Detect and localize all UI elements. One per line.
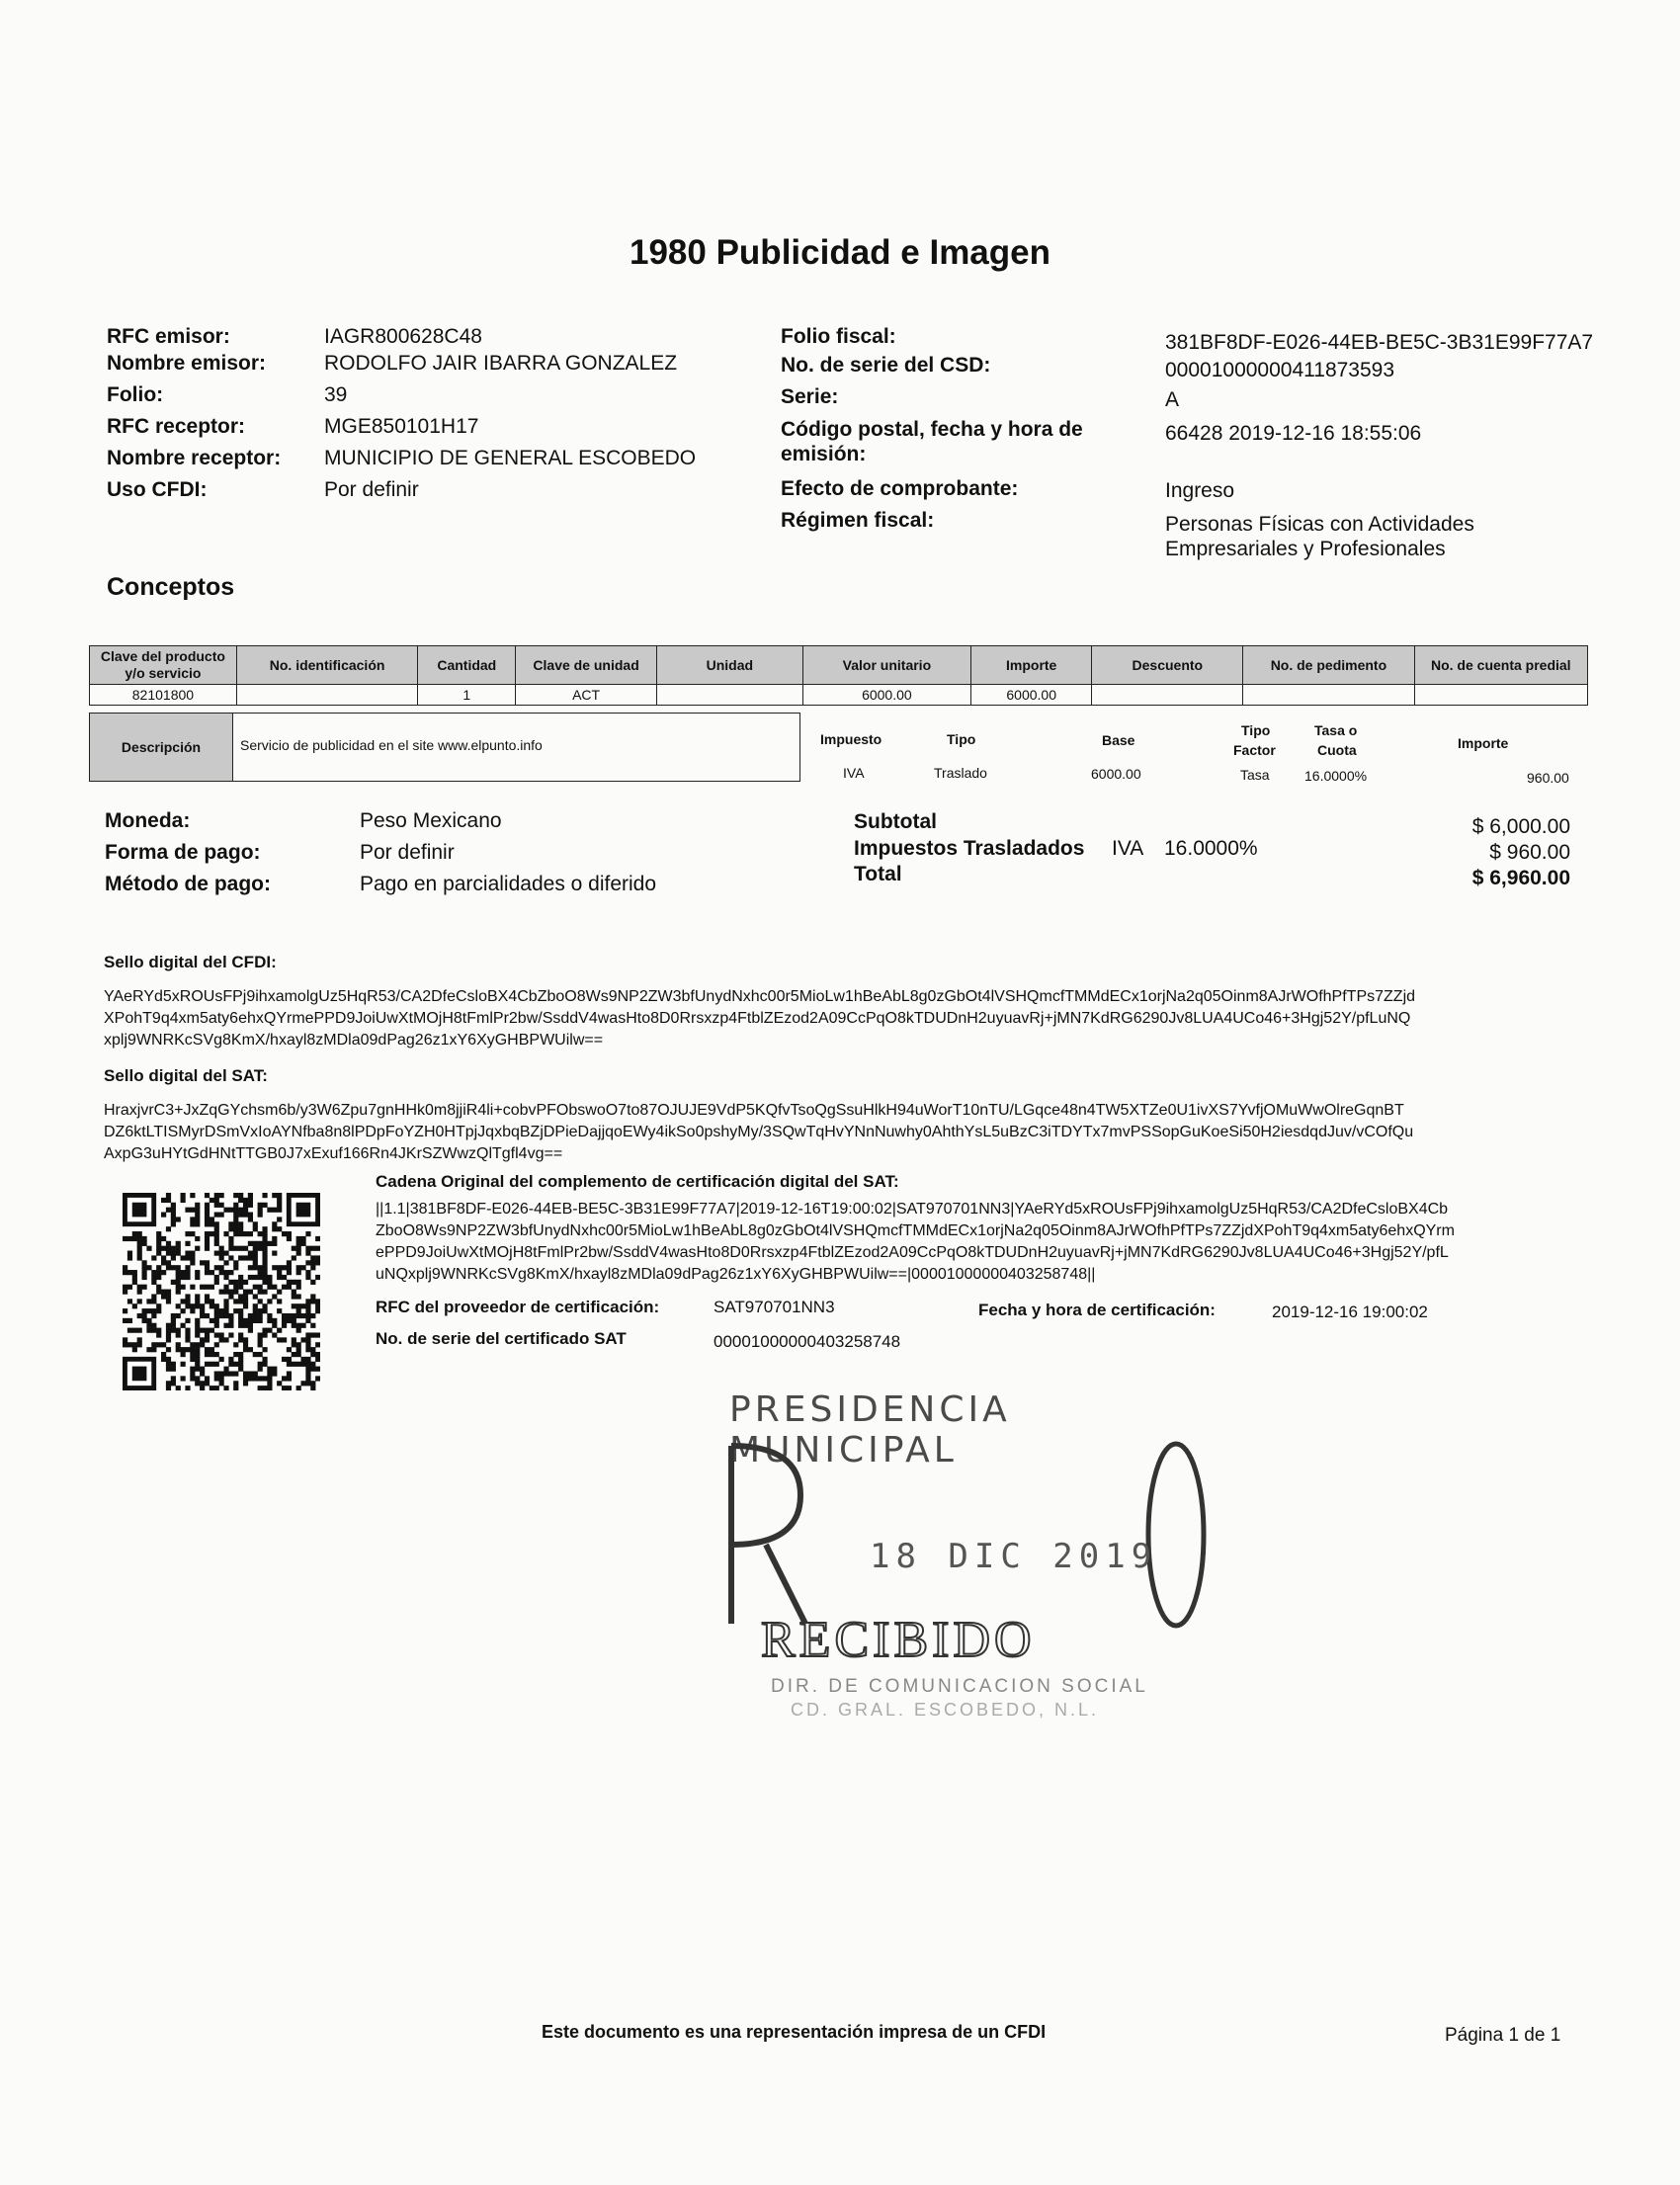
stamp-frame: [712, 1436, 1225, 1634]
cadena-line: ZboO8Ws9NP2ZW3bfUnydNxhc00r5MioLw1hBeAbL8g0zGbOt4lVSHQmcfTMMdECx1orjNa2q05Oinm8AJrWOfhPfTPs7ZZjdXPohT9q4xm5aty6ehxQYrm: [376, 1222, 1455, 1239]
traslados-value: $ 960.00: [1489, 841, 1570, 864]
table-header-row: [90, 646, 1588, 685]
col-cantidad: Cantidad: [418, 646, 516, 685]
sello-cfdi-line: XPohT9q4xm5aty6ehxQYrmePPD9JoiUwXtMOjH8tFmlPr2bw/SsddV4wasHto8D0Rrsxzp4FtblZEzod2A09CcPqO8kTDUDnH2uyuavRj+jMN7KdRG6290Jv8LUA4UCo46+3Hgj52Y/pfLuNQ: [104, 1010, 1411, 1027]
imp-base: 6000.00: [1091, 766, 1141, 782]
cell-no-cuenta-predial: [1414, 685, 1587, 706]
col-valor-unitario: Valor unitario: [802, 646, 970, 685]
cadena-text: [376, 1199, 1601, 1286]
folio-value: 39: [324, 383, 348, 406]
stamp-top-text: PRESIDENCIA MUNICIPAL: [729, 1389, 1011, 1471]
total-label: Total: [854, 863, 902, 885]
col-no-identificacion: No. identificación: [236, 646, 418, 685]
forma-pago-value: Por definir: [360, 841, 455, 864]
serie-value: A: [1165, 388, 1180, 411]
col-clave-unidad: Clave de unidad: [516, 646, 657, 685]
subtotal-label: Subtotal: [854, 810, 937, 833]
imp-h-tasa-2: Cuota: [1317, 742, 1357, 758]
cadena-line: uNQxplj9WNRKcSVg8KmX/hxayl8zMDla09dPag26z1xY6XyGHBPWUilw==|00001000000403258748||: [376, 1266, 1096, 1283]
folio-fiscal-value: 381BF8DF-E026-44EB-BE5C-3B31E99F77A7: [1165, 331, 1594, 354]
fecha-certificacion-label: Fecha y hora de certificación:: [978, 1301, 1216, 1319]
rfc-receptor-value: MGE850101H17: [324, 415, 479, 438]
cell-no-pedimento: [1243, 685, 1414, 706]
sello-cfdi-label: Sello digital del CFDI:: [104, 953, 277, 971]
qr-code-icon: [123, 1193, 320, 1390]
col-importe: Importe: [971, 646, 1092, 685]
col-clave-producto: Clave del producto y/o servicio: [90, 646, 237, 685]
nombre-emisor-value: RODOLFO JAIR IBARRA GONZALEZ: [324, 352, 678, 375]
sello-cfdi-line: xplj9WNRKcSVg8KmX/hxayl8zMDla09dPag26z1xY6XyGHBPWUilw==: [104, 1032, 604, 1049]
cell-unidad: [656, 685, 802, 706]
sello-cfdi-text: [104, 986, 1596, 1051]
cell-cantidad: 1: [418, 685, 516, 706]
traslados-tasa: 16.0000%: [1164, 837, 1258, 860]
descripcion-box: [89, 713, 800, 782]
cell-importe: 6000.00: [971, 685, 1092, 706]
col-unidad: Unidad: [656, 646, 802, 685]
serie-label: Serie:: [781, 385, 839, 408]
traslados-label: Impuestos Trasladados: [854, 837, 1085, 860]
stamp-word: RECIBIDO: [761, 1612, 1036, 1668]
imp-h-tipo-factor-1: Tipo: [1241, 722, 1271, 738]
uso-cfdi-label: Uso CFDI:: [107, 478, 208, 501]
conceptos-table: [89, 645, 1588, 706]
regimen-value-1: Personas Físicas con Actividades: [1165, 513, 1474, 536]
imp-h-tipo: Tipo: [947, 731, 976, 747]
col-no-pedimento: No. de pedimento: [1243, 646, 1414, 685]
table-row: [90, 685, 1588, 706]
sello-sat-line: AxpG3uHYtGdHNtTTGB0J7xExuf166Rn4JKrSZWwzQlTgfl4vg==: [104, 1145, 563, 1162]
serie-csd-label: No. de serie del CSD:: [781, 354, 991, 377]
traslados-iva: IVA: [1112, 837, 1144, 860]
cell-no-identificacion: [236, 685, 418, 706]
imp-h-tipo-factor-2: Factor: [1233, 742, 1276, 758]
rfc-emisor-label: RFC emisor:: [107, 325, 230, 348]
uso-cfdi-value: Por definir: [324, 478, 419, 501]
imp-impuesto: IVA: [843, 765, 865, 781]
qr-code: [123, 1193, 320, 1390]
serie-certificado-value: 00001000000403258748: [714, 1332, 901, 1351]
cadena-label: Cadena Original del complemento de certificación digital del SAT:: [376, 1172, 899, 1191]
moneda-value: Peso Mexicano: [360, 809, 502, 832]
descripcion-label: Descripción: [90, 714, 233, 781]
cell-valor-unitario: 6000.00: [802, 685, 970, 706]
folio-label: Folio:: [107, 383, 164, 406]
fecha-certificacion-value: 2019-12-16 19:00:02: [1272, 1303, 1428, 1321]
imp-h-importe: Importe: [1458, 735, 1509, 751]
imp-h-base: Base: [1102, 732, 1135, 748]
regimen-label: Régimen fiscal:: [781, 509, 935, 532]
rfc-emisor-value: IAGR800628C48: [324, 325, 482, 348]
conceptos-title: Conceptos: [107, 573, 235, 601]
descripcion-value: Servicio de publicidad en el site www.elpunto.info: [240, 737, 543, 753]
cadena-line: ||1.1|381BF8DF-E026-44EB-BE5C-3B31E99F77A7|2019-12-16T19:00:02|SAT970701NN3|YAeRYd5xROUsFPj9ihxamolgUz5HqR53/CA2DfeCsloBX4Cb: [376, 1201, 1449, 1218]
col-descuento: Descuento: [1092, 646, 1243, 685]
metodo-pago-label: Método de pago:: [105, 873, 271, 895]
stamp-date: 18 DIC 2019: [870, 1537, 1158, 1576]
document-title: 1980 Publicidad e Imagen: [630, 233, 1050, 272]
cp-fecha-value: 66428 2019-12-16 18:55:06: [1165, 422, 1422, 445]
sello-cfdi-line: YAeRYd5xROUsFPj9ihxamolgUz5HqR53/CA2DfeCsloBX4CbZboO8Ws9NP2ZW3bfUnydNxhc00r5MioLw1hBeAbL8g0zGbOt4lVSHQmcfTMMdECx1orjNa2q05Oinm8AJrWOfhPfTPs7ZZjd: [104, 988, 1416, 1005]
cp-fecha-label-1: Código postal, fecha y hora de: [781, 418, 1083, 441]
imp-tasa: 16.0000%: [1304, 768, 1368, 784]
total-value: $ 6,960.00: [1471, 867, 1570, 889]
efecto-value: Ingreso: [1165, 479, 1235, 502]
serie-csd-value: 00001000000411873593: [1165, 359, 1395, 381]
imp-tipo: Traslado: [934, 765, 987, 781]
cp-fecha-label-2: emisión:: [781, 443, 867, 465]
imp-h-impuesto: Impuesto: [820, 731, 882, 747]
page-number: Página 1 de 1: [1445, 2025, 1561, 2046]
cell-descuento: [1092, 685, 1243, 706]
cadena-line: ePPD9JoiUwXtMOjH8tFmlPr2bw/SsddV4wasHto8D0Rrsxzp4FtblZEzod2A09CcPqO8kTDUDnH2uyuavRj+jMN7KdRG6290Jv8LUA4UCo46+3Hgj52Y/pfL: [376, 1244, 1449, 1261]
footer-note: Este documento es una representación impresa de un CFDI: [542, 2022, 1047, 2042]
cell-clave-producto: 82101800: [90, 685, 237, 706]
subtotal-value: $ 6,000.00: [1471, 815, 1570, 838]
sello-sat-label: Sello digital del SAT:: [104, 1066, 268, 1085]
imp-h-tasa-1: Tasa o: [1314, 722, 1358, 738]
imp-importe: 960.00: [1527, 770, 1569, 786]
cell-clave-unidad: ACT: [516, 685, 657, 706]
forma-pago-label: Forma de pago:: [105, 841, 261, 864]
serie-certificado-label: No. de serie del certificado SAT: [376, 1329, 627, 1348]
folio-fiscal-label: Folio fiscal:: [781, 325, 896, 348]
sello-sat-line: HraxjvrC3+JxZqGYchsm6b/y3W6Zpu7gnHHk0m8jjiR4li+cobvPFObswoO7to87OJUJE9VdP5KQfvTsoQgSsuHlkH94uWorT10nTU/LGqce48n4TW5XTZe0U1ivXS7YvfjOMuWwOlreGqnBT: [104, 1102, 1404, 1119]
rfc-receptor-label: RFC receptor:: [107, 415, 246, 438]
rfc-proveedor-value: SAT970701NN3: [714, 1298, 835, 1316]
nombre-emisor-label: Nombre emisor:: [107, 352, 267, 375]
metodo-pago-value: Pago en parcialidades o diferido: [360, 873, 657, 895]
sello-sat-line: DZ6ktLTISMyrDSmVxIoAYNfba8n8lPDpFoYZH0HTpjJqxbqBZjDPieDajjqoEWy4ikSo0pshyMy/3SQwTqHvYNnNuwhy0AhthYsL5uBzC3iTDYTx7mvPSSopGuKoeSi50H2iesdqdJuv/vCOfQu: [104, 1124, 1414, 1140]
efecto-label: Efecto de comprobante:: [781, 477, 1019, 500]
col-no-cuenta-predial: No. de cuenta predial: [1414, 646, 1587, 685]
moneda-label: Moneda:: [105, 809, 191, 832]
sello-sat-text: [104, 1100, 1596, 1165]
rfc-proveedor-label: RFC del proveedor de certificación:: [376, 1298, 660, 1316]
stamp-bottom-1: DIR. DE COMUNICACION SOCIAL: [771, 1676, 1148, 1697]
nombre-receptor-value: MUNICIPIO DE GENERAL ESCOBEDO: [324, 447, 697, 469]
stamp-bottom-2: CD. GRAL. ESCOBEDO, N.L.: [791, 1700, 1100, 1720]
imp-tipo-factor: Tasa: [1240, 767, 1270, 783]
nombre-receptor-label: Nombre receptor:: [107, 447, 282, 469]
recibido-stamp: [712, 1382, 1225, 1729]
regimen-value-2: Empresariales y Profesionales: [1165, 538, 1446, 560]
